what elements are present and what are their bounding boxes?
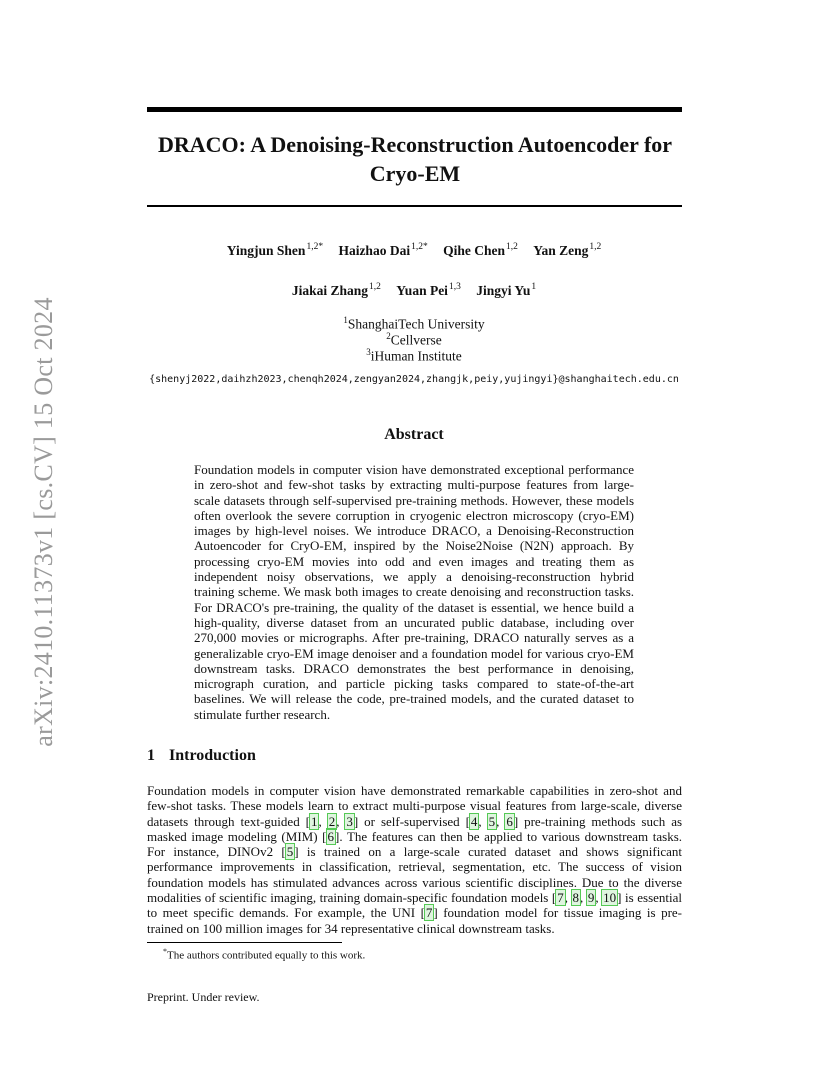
- author: Yan Zeng$^{1,2}$: [533, 242, 602, 258]
- citation-link[interactable]: 7: [425, 905, 433, 921]
- author-emails: {shenyj2022,daihzh2023,chenqh2024,zengyan2024,zhangjk,peiy,yujingyi}@shanghaitech.edu.cn: [149, 374, 679, 385]
- footnote-rule: [147, 942, 342, 943]
- citation-link[interactable]: 4: [470, 813, 478, 829]
- section-heading-introduction: [147, 747, 256, 765]
- introduction-paragraph: Foundation models in computer vision have demonstrated remarkable capabilities in zero-shot and few-shot tasks. These models learn to extract multi-purpose visual features from large-scale, diverse datasets through text-guided [1, 2, 3] or self-supervised [4, 5, 6] pre-training methods such as masked image modeling (MIM) [6]. The features can then be applied to various downstream tasks. For instance, DINOv2 [5] is trained on a large-scale curated dataset and shows significant performance improvements in classification, retrieval, segmentation, etc. The success of vision foundation models has stimulated advances across various scientific disciplines. Due to the diverse modalities of scientific imaging, training domain-specific foundation models [7, 8, 9, 10] is essential to meet specific demands. For example, the UNI [7] foundation model for tissue imaging is pre-trained on 100 million images for 34 representative clinical downstream tasks.: [147, 783, 683, 936]
- citation-link[interactable]: 7: [557, 890, 564, 906]
- title-top-rule: [147, 107, 682, 112]
- author: Yuan Pei$^{1,3}$: [396, 282, 461, 298]
- section-title: Introduction: [169, 747, 256, 764]
- section-number: 1: [147, 747, 155, 764]
- affiliation: $^1$ShanghaiTech University: [343, 315, 485, 332]
- author: Haizhao Dai$^{1,2*}$: [338, 242, 428, 258]
- citation-link[interactable]: 5: [488, 813, 496, 829]
- affiliation: $^2$Cellverse: [386, 331, 442, 348]
- citation-link[interactable]: 8: [572, 890, 580, 906]
- citation-link[interactable]: 6: [506, 813, 513, 829]
- citation-link[interactable]: 1: [310, 813, 318, 829]
- citation-link[interactable]: 5: [286, 844, 294, 860]
- author: Yingjun Shen$^{1,2*}$: [226, 242, 324, 258]
- author: Jiakai Zhang$^{1,2}$: [291, 282, 381, 298]
- author: Jingyi Yu$^1$: [476, 282, 537, 298]
- arxiv-stamp: arXiv:2410.11373v1 [cs.CV] 15 Oct 2024: [29, 297, 58, 747]
- abstract-heading: Abstract: [384, 426, 444, 443]
- citation-link[interactable]: 6: [327, 828, 334, 844]
- title-bottom-rule: [147, 205, 682, 207]
- footnote: *The authors contributed equally to this work.: [163, 947, 366, 962]
- abstract-text: Foundation models in computer vision have demonstrated exceptional performance in zero-shot and few-shot tasks by extracting multi-purpose features from large-scale datasets through self-supervised pre-training methods. However, these models often overlook the severe corruption in cryogenic electron microscopy (cryo-EM) images by high-level noises. We introduce DRACO, a Denoising-Reconstruction Autoencoder for CryO-EM, inspired by the Noise2Noise (N2N) approach. By processing cryo-EM movies into odd and even images and treating them as independent noisy observations, we apply a denoising-reconstruction hybrid training scheme. We mask both images to create denoising and reconstruction tasks. For DRACO's pre-training, the quality of the dataset is essential, we hence build a high-quality, diverse dataset from an uncurated public database, including over 270,000 movies or micrographs. After pre-training, DRACO naturally serves as a generalizable cryo-EM image denoiser and a foundation model for various cryo-EM downstream tasks. DRACO demonstrates the best performance in denoising, micrograph curation, and particle picking tasks compared to state-of-the-art baselines. We will release the code, pre-trained models, and the curated dataset to stimulate further research.: [194, 462, 634, 722]
- citation-link[interactable]: 9: [587, 890, 595, 906]
- authors-line-1: [0, 242, 828, 259]
- paper-title: DRACO: A Denoising-Reconstruction Autoencoder for Cryo-EM: [157, 132, 673, 186]
- citation-link[interactable]: 3: [346, 813, 353, 829]
- affiliation: $^3$iHuman Institute: [366, 347, 462, 364]
- citation-link[interactable]: 10: [603, 890, 617, 906]
- authors-line-2: [0, 282, 828, 299]
- author: Qihe Chen$^{1,2}$: [443, 242, 518, 258]
- citation-link[interactable]: 2: [328, 813, 336, 829]
- preprint-note: Preprint. Under review.: [147, 990, 260, 1004]
